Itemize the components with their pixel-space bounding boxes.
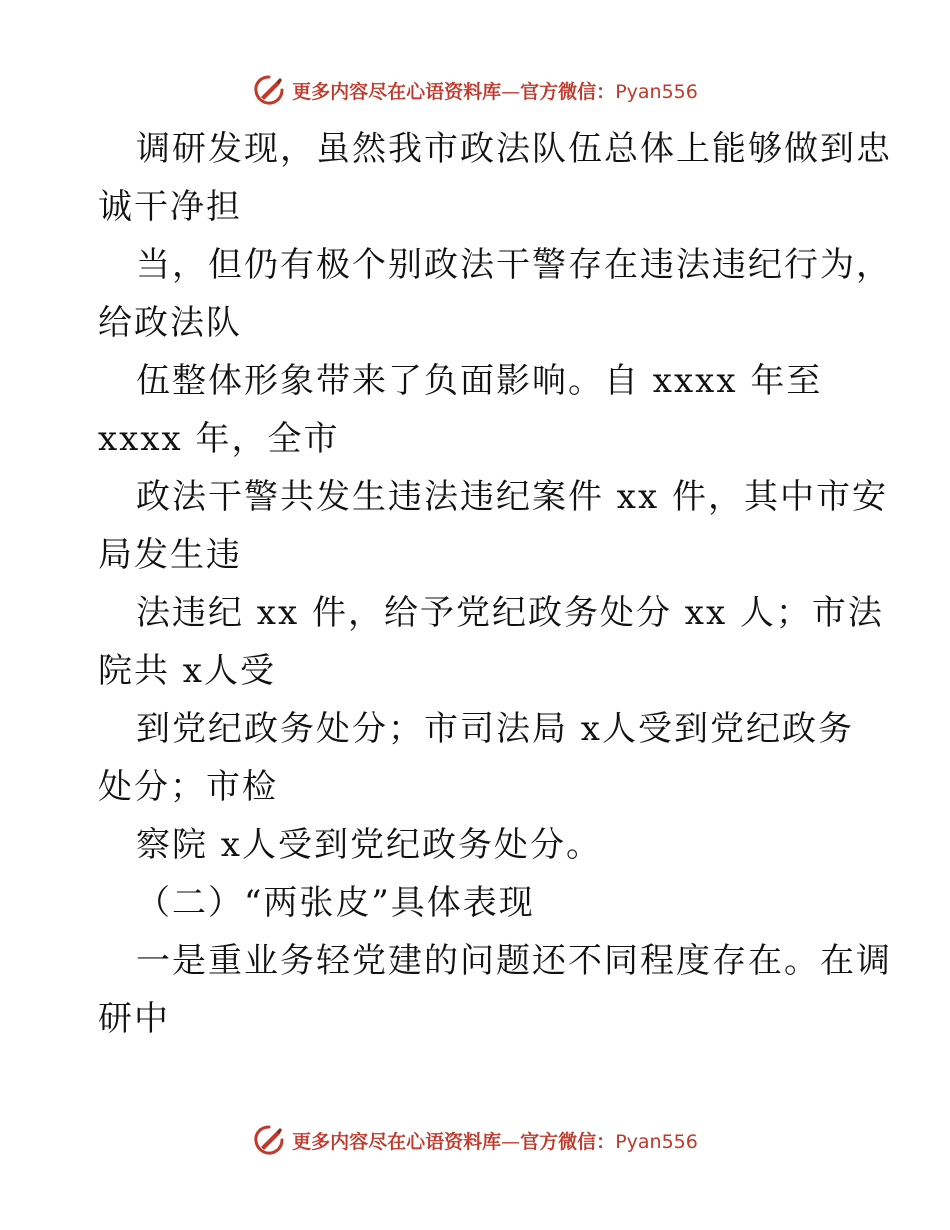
text-line: 研中 (98, 999, 170, 1039)
section-heading: （二）“两张皮”具体表现 (136, 883, 535, 923)
header-banner (0, 70, 950, 110)
document-body (98, 120, 892, 1048)
text-line: 一是重业务轻党建的问题还不同程度存在。在调 (136, 941, 892, 981)
text-line: 察院 x人受到党纪政务处分。 (136, 825, 602, 865)
text-line: 处分；市检 (98, 767, 278, 807)
text-line: xxxx 年，全市 (98, 419, 340, 459)
text-line: 给政法队 (98, 303, 242, 343)
footer-banner (0, 1120, 950, 1160)
text-line: 局发生违 (98, 535, 242, 575)
text-line: 院共 x人受 (98, 651, 276, 691)
text-line: 政法干警共发生违法违纪案件 xx 件，其中市安 (136, 477, 888, 517)
quill-swirl-logo-icon (252, 1123, 286, 1157)
text-line: 法违纪 xx 件，给予党纪政务处分 xx 人；市法 (136, 593, 884, 633)
footer-banner-text: 更多内容尽在心语资料库—官方微信：Pyan556 (292, 1130, 698, 1153)
text-line: 伍整体形象带来了负面影响。自 xxxx 年至 (136, 361, 823, 401)
text-line: 到党纪政务处分；市司法局 x人受到党纪政务 (136, 709, 854, 749)
text-line: 当，但仍有极个别政法干警存在违法违纪行为， (136, 245, 892, 285)
quill-swirl-logo-icon (252, 73, 286, 107)
text-line: 调研发现，虽然我市政法队伍总体上能够做到忠 (136, 129, 892, 169)
text-line: 诚干净担 (98, 187, 242, 227)
header-banner-text: 更多内容尽在心语资料库—官方微信：Pyan556 (292, 80, 698, 103)
